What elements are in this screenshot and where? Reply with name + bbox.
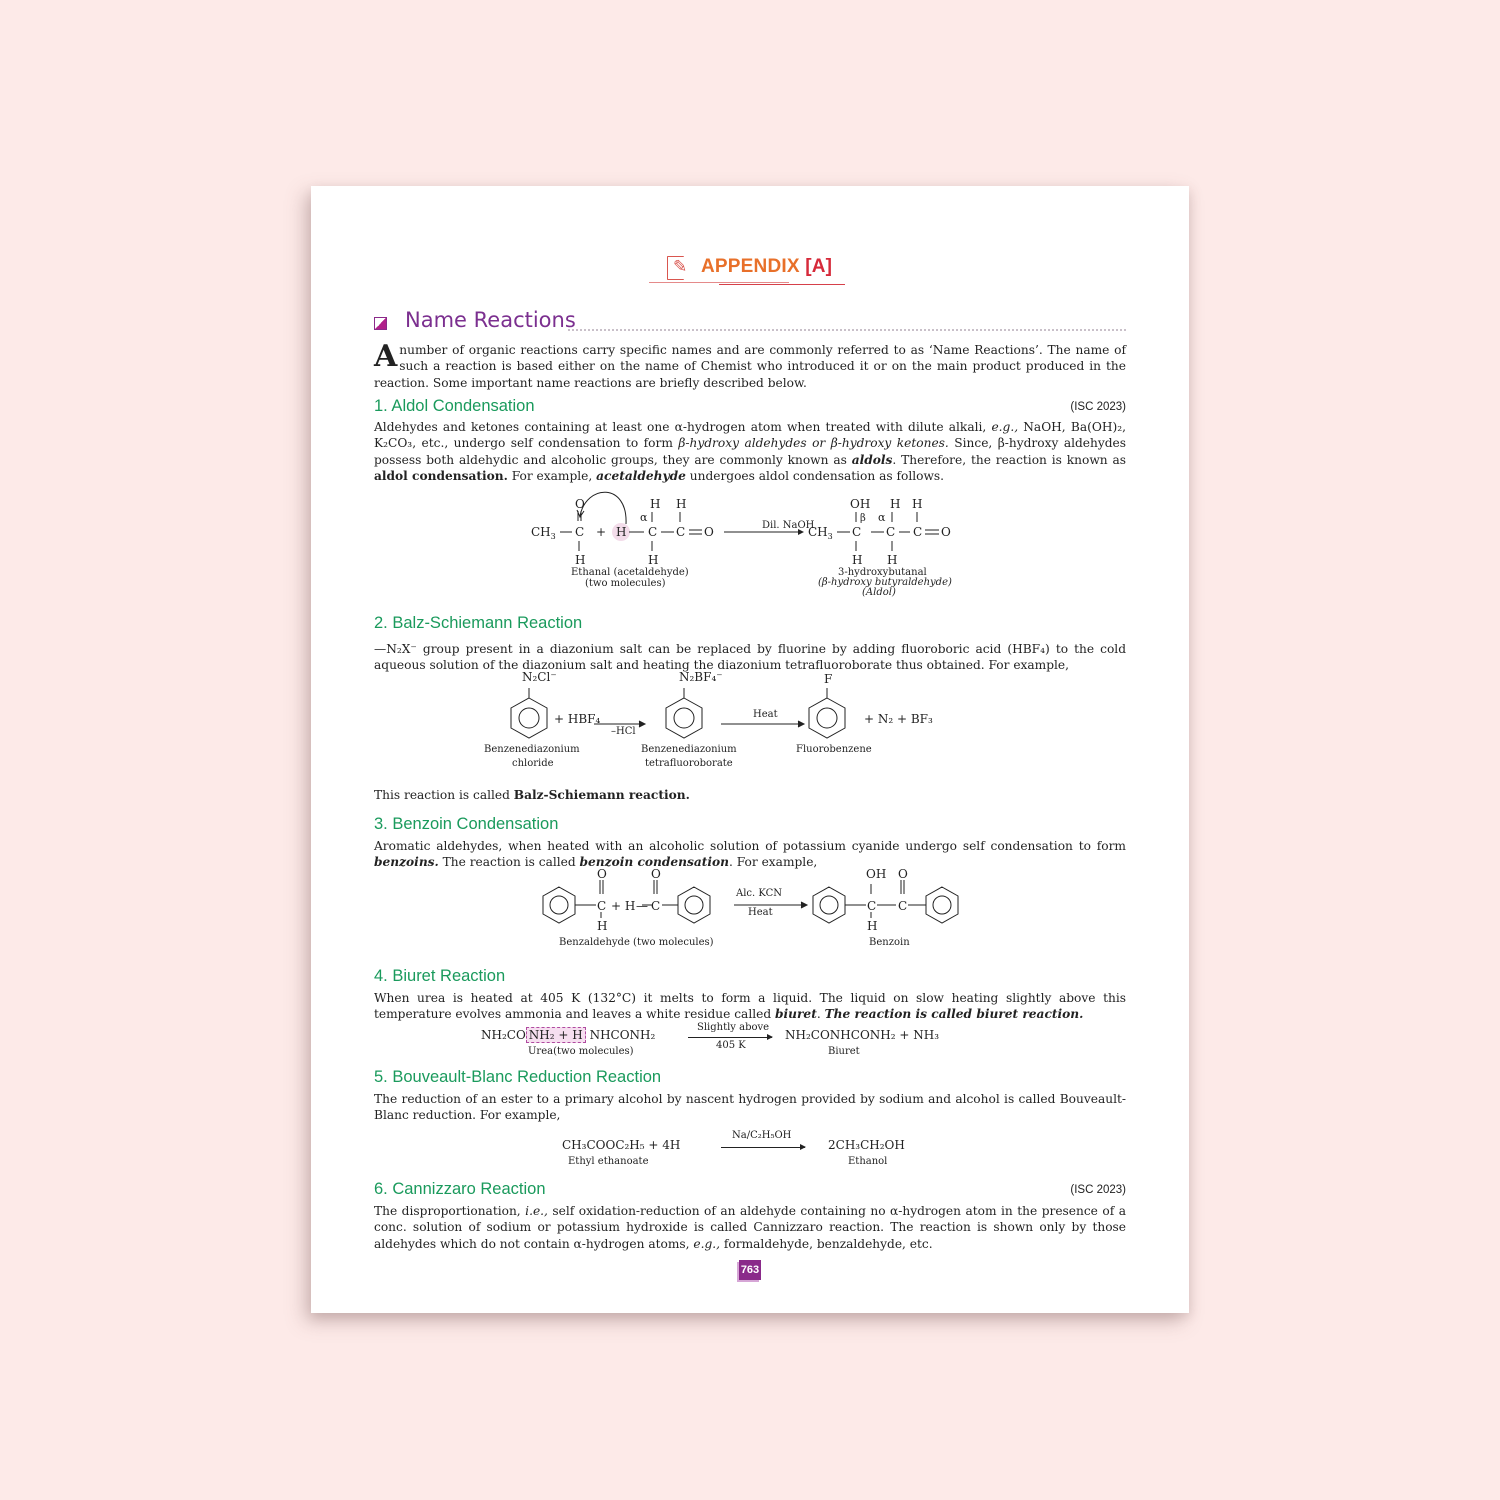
product-common-name: (Aldol) <box>862 587 896 598</box>
product-label: Benzoin <box>869 937 910 948</box>
aldol-equation <box>374 486 1126 601</box>
svg-text:C: C <box>676 525 686 539</box>
diazonium-chloride-group: N₂Cl⁻ <box>522 670 557 684</box>
reaction-title-balz-schiemann: 2. Balz-Schiemann Reaction <box>374 614 583 632</box>
label: Benzenediazonium <box>484 744 580 755</box>
drop-cap: A <box>374 339 398 374</box>
benzoin-equation <box>374 866 1126 956</box>
section-box-icon <box>374 317 387 330</box>
label: tetrafluoroborate <box>645 758 733 769</box>
svg-text:H: H <box>616 525 627 539</box>
svg-text:H: H <box>648 553 659 567</box>
appendix-header <box>649 256 845 286</box>
svg-text:O: O <box>704 525 714 539</box>
reactant-label: Benzaldehyde (two molecules) <box>559 937 714 948</box>
svg-text:Dil. NaOH: Dil. NaOH <box>762 520 815 531</box>
svg-text:H: H <box>676 497 687 511</box>
intro-paragraph <box>374 339 1126 391</box>
condition-top: Slightly above <box>697 1022 770 1033</box>
svg-text:C: C <box>898 899 908 913</box>
svg-text:O: O <box>651 867 661 881</box>
svg-text:C: C <box>886 525 896 539</box>
pin-icon: ✎ <box>673 257 688 277</box>
benzoin-paragraph: Aromatic aldehydes, when heated with an alcoholic solution of potassium cyanide undergo self condensation to form benzoins. The reaction is called benzoin condensation. For example, <box>374 839 1126 870</box>
intro-text: number of organic reactions carry specific names and are commonly referred to as ‘Name Reactions’. The name of such a reaction is based either on the name of Chemist who introduced it or on the main product produced in the reaction. Some important name reactions are briefly described below. <box>374 343 1126 390</box>
dotted-rule <box>568 329 1126 331</box>
svg-text:OH: OH <box>850 497 871 511</box>
reactant-label: Ethanal (acetaldehyde) <box>571 567 689 578</box>
svg-text:C: C <box>852 525 862 539</box>
svg-text:C: C <box>867 899 877 913</box>
svg-text:—: — <box>636 899 648 913</box>
urea-formula: NH₂CO NH₂ + H NHCONH₂ <box>481 1028 656 1042</box>
reaction-title-biuret: 4. Biuret Reaction <box>374 967 506 985</box>
appendix-label: APPENDIX <box>701 256 800 277</box>
svg-text:H: H <box>912 497 923 511</box>
page-number: 763 <box>739 1260 761 1280</box>
exam-tag: (ISC 2023) <box>1070 1184 1126 1196</box>
label: Fluorobenzene <box>796 744 872 755</box>
reaction-arrow <box>721 1147 805 1148</box>
balz-footer: This reaction is called Balz-Schiemann reaction. <box>374 788 690 802</box>
svg-text:OH: OH <box>866 867 887 881</box>
reaction-arrow <box>688 1037 772 1038</box>
svg-text:CH3: $CH_3$ <box>808 525 833 541</box>
condition-heat: Heat <box>748 907 773 918</box>
balz-equation <box>374 670 1126 786</box>
svg-text:α: α <box>640 511 648 524</box>
section-heading <box>374 308 1126 338</box>
svg-text:CH3: $CH_3$ <box>531 525 556 541</box>
appendix-title <box>701 256 832 278</box>
cannizzaro-paragraph: The disproportionation, i.e., self oxidation-reduction of an aldehyde containing no α-hydrogen atom in the presence of a conc. solution of sodium or potassium hydroxide is called Cannizzaro reaction. The reaction is shown only by those aldehydes which do not contain α-hydrogen atoms, e.g., formaldehyde, benzaldehyde, etc. <box>374 1204 1126 1251</box>
eliminated-group: NH₂ + H <box>526 1027 586 1043</box>
svg-text:O: O <box>941 525 951 539</box>
aldol-paragraph: Aldehydes and ketones containing at least one α-hydrogen atom when treated with dilute alkali, e.g., NaOH, Ba(OH)₂, K₂CO₃, etc., undergo self condensation to form β-hydroxy aldehydes or β-hydroxy ketones. Since, β-hydroxy aldehydes possess both aldehydic and alcoholic groups, they are commonly known as aldols. Therefore, the reaction is known as aldol condensation. For example, acetaldehyde undergoes aldol condensation as follows. <box>374 420 1126 483</box>
underline-2 <box>719 284 845 285</box>
svg-text:H: H <box>890 497 901 511</box>
svg-text:C: C <box>575 525 585 539</box>
reagent-alc-kcn: Alc. KCN <box>736 888 782 899</box>
biuret-product: NH₂CONHCONH₂ + NH₃ <box>785 1028 940 1042</box>
svg-text:α: α <box>878 511 886 524</box>
product-label: Biuret <box>828 1046 860 1057</box>
aldol-structure <box>374 486 1126 601</box>
svg-text:H: H <box>650 497 661 511</box>
svg-text:H: H <box>597 919 608 933</box>
svg-text:H: H <box>852 553 863 567</box>
condition-heat: Heat <box>753 709 778 720</box>
byproduct-hcl: –HCl <box>611 726 636 737</box>
reaction-title-bouveault-blanc: 5. Bouveault-Blanc Reduction Reaction <box>374 1068 662 1086</box>
label: chloride <box>512 758 554 769</box>
ester-reactant: CH₃COOC₂H₅ + 4H <box>562 1138 681 1152</box>
exam-tag: (ISC 2023) <box>1070 401 1126 413</box>
section-title: Name Reactions <box>405 308 576 332</box>
svg-text:H: H <box>887 553 898 567</box>
svg-text:H: H <box>575 553 586 567</box>
benzene-rings <box>374 676 1126 786</box>
book-page <box>311 186 1189 1313</box>
reactant-label: Urea(two molecules) <box>528 1046 634 1057</box>
svg-text:+ H: + H <box>611 899 636 913</box>
svg-text:C: C <box>913 525 923 539</box>
biuret-paragraph: When urea is heated at 405 K (132°C) it melts to form a liquid. The liquid on slow heating slightly above this temperature evolves ammonia and leaves a white residue called biuret. The reaction is called biuret reaction. <box>374 991 1126 1022</box>
product-alt-name: (β-hydroxy butyraldehyde) <box>818 577 952 588</box>
reaction-title-aldol: 1. Aldol Condensation <box>374 397 535 415</box>
bouveault-equation <box>374 1128 1126 1172</box>
balz-paragraph: —N₂X⁻ group present in a diazonium salt can be replaced by fluorine by adding fluoroboric acid (HBF₄) to the cold aqueous solution of the diazonium salt and heating the diazonium tetrafluoroborate thus obtained. For example, <box>374 642 1126 673</box>
product-label: Ethanol <box>848 1156 888 1167</box>
ethanol-product: 2CH₃CH₂OH <box>828 1138 905 1152</box>
svg-text:O: O <box>575 497 585 511</box>
reactant-count: (two molecules) <box>585 578 666 589</box>
appendix-tag: [A] <box>805 256 833 277</box>
svg-text:C: C <box>597 899 607 913</box>
product-label: 3-hydroxybutanal <box>838 567 927 578</box>
reaction-title-cannizzaro: 6. Cannizzaro Reaction <box>374 1180 546 1198</box>
svg-text:H: H <box>867 919 878 933</box>
svg-text:β: β <box>860 513 866 524</box>
tetrafluoroborate-group: N₂BF₄⁻ <box>679 670 723 684</box>
reagent-hbf4: + HBF₄ <box>554 712 601 726</box>
svg-text:C: C <box>648 525 658 539</box>
side-products: + N₂ + BF₃ <box>864 712 933 726</box>
bouveault-paragraph: The reduction of an ester to a primary alcohol by nascent hydrogen provided by sodium and alcohol is called Bouveault-Blanc reduction. For example, <box>374 1092 1126 1123</box>
svg-text:O: O <box>898 867 908 881</box>
underline-1 <box>649 282 789 283</box>
fluoro-group: F <box>824 672 833 686</box>
label: Benzenediazonium <box>641 744 737 755</box>
reagent: Na/C₂H₅OH <box>732 1130 792 1141</box>
reactant-label: Ethyl ethanoate <box>568 1156 649 1167</box>
svg-text:+: + <box>596 525 607 539</box>
svg-text:C: C <box>651 899 661 913</box>
biuret-equation <box>374 1024 1126 1064</box>
condition-temperature: 405 K <box>716 1040 746 1051</box>
svg-text:O: O <box>597 867 607 881</box>
reaction-title-benzoin: 3. Benzoin Condensation <box>374 815 559 833</box>
